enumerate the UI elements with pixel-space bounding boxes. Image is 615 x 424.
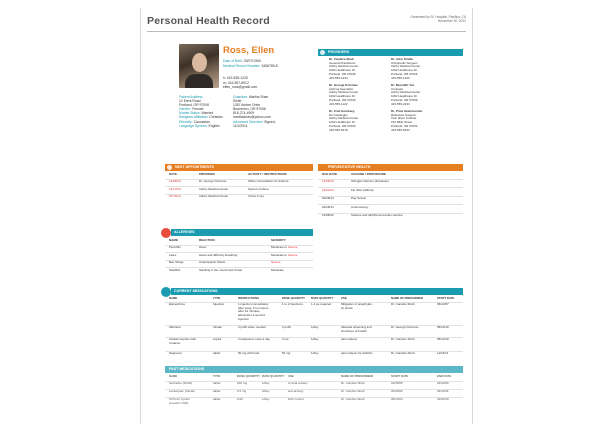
med-column-header: TYPE xyxy=(213,296,221,300)
provider-detail: Portland, OR 97006 xyxy=(329,123,356,128)
provider-detail: Twin River Institute xyxy=(391,116,417,121)
past-med-end: 01/02/06 xyxy=(437,381,449,385)
appointments-title: NEXT APPOINTMENTS xyxy=(175,165,215,169)
prev-col-item: VACCINE / PROCEDURE xyxy=(351,172,386,176)
home-phone: h: 415-555-1220 xyxy=(223,76,248,80)
prev-item: Pap Smear xyxy=(351,196,367,200)
prev-item: Tetanus and diphtheria toxoids vaccine xyxy=(351,213,403,217)
past-med-start: 05/12/04 xyxy=(391,397,403,401)
med-start: 05/12/10 xyxy=(437,337,449,341)
severity-level: Severe xyxy=(271,260,281,264)
appointments-header xyxy=(165,164,313,171)
past-med-column-header: NAME xyxy=(169,374,178,378)
guardian-relation: Sister xyxy=(233,99,242,104)
provider-detail: Portland, OR 97006 xyxy=(391,97,418,102)
provider-detail: Orthopedic Surgeon xyxy=(391,60,418,65)
provider-detail: 1002 Healthcare Dr. xyxy=(329,120,356,125)
instruction-line: after sting; If no improv. xyxy=(238,305,270,310)
med-prescriber: Dr. Candice Shah xyxy=(391,337,415,341)
med-name xyxy=(169,338,196,345)
past-med-type: tablet xyxy=(213,381,221,385)
provider-name: Dr. George Potomac xyxy=(329,83,358,87)
provider-detail: Reflective Surgeon xyxy=(391,112,417,117)
directive-date: 11/2/2011 xyxy=(233,123,248,128)
appt-provider: Dr. George Potomac xyxy=(199,179,227,183)
appt-col-activity: ACTIVITY / INSTRUCTIONS xyxy=(248,172,287,176)
dob-label: Date of Birth: xyxy=(223,59,243,63)
med-use xyxy=(341,326,372,333)
past-med-start: 02/05/06 xyxy=(391,389,403,393)
dob-value: 03/07/1960 xyxy=(243,59,261,63)
appt-col-date: DATE xyxy=(169,172,177,176)
past-meds-title: PAST MEDICATIONS xyxy=(169,367,205,371)
provider-detail: General Practitioner xyxy=(329,60,356,65)
allergy-severity xyxy=(271,261,281,264)
provider-detail: Portland, OR 97006 xyxy=(329,71,356,76)
generated-date: November 30, 2012 xyxy=(438,19,466,24)
past-med-name-line: Lorazepam (Ativan) xyxy=(169,389,196,393)
prev-item: Shingles Vaccine (Zostavax) xyxy=(351,179,389,183)
page-title: Personal Health Record xyxy=(147,15,270,27)
use-line: pain reliever xyxy=(341,337,358,341)
use-line: shortness of breath xyxy=(341,328,367,333)
med-name xyxy=(169,352,182,356)
past-med-prescriber: Dr. Candice Shah xyxy=(341,381,365,385)
past-med-dose: 1/20 xyxy=(237,397,243,401)
med-name xyxy=(169,303,185,307)
med-column-header: START DATE xyxy=(437,296,455,300)
religious-label: Religious Affiliation: xyxy=(179,115,209,120)
med-rate: 1/day xyxy=(311,351,319,355)
allergy-alert-icon xyxy=(161,228,171,238)
appt-activity: Sputum Culture xyxy=(248,186,269,191)
prev-date: 02/28/14 xyxy=(322,196,334,200)
provider-name: Dr. Meredith Yee xyxy=(391,83,415,87)
guardian-label: Guardian: xyxy=(233,95,248,99)
row-divider xyxy=(318,204,463,205)
provider-card xyxy=(391,58,420,80)
med-start: 11/16/11 xyxy=(437,351,449,355)
row-divider xyxy=(318,179,463,180)
language-label: Language Spoken: xyxy=(179,123,208,128)
med-column-header: USE xyxy=(341,296,347,300)
past-med-use: birth control xyxy=(288,397,304,401)
appt-date: 07/10/13 xyxy=(169,194,181,198)
med-column-header: DOSE QUANTITY xyxy=(282,296,305,300)
instruction-line: 2 teaspoons once a day xyxy=(238,337,270,341)
past-med-column-header: TYPE xyxy=(213,374,221,378)
med-column-header: INSTRUCTIONS xyxy=(238,296,259,300)
generated-by: Generated by St. Hospital, Pacifica, CA xyxy=(410,15,466,19)
med-column-header: NAME xyxy=(169,296,178,300)
mobile-phone: m: 415-567-8912 xyxy=(223,80,249,85)
provider-detail: 1002 Healthcare Dr. xyxy=(329,94,356,99)
past-med-column-header: START DATE xyxy=(391,374,409,378)
past-med-column-header: DOSE QUANTITY xyxy=(237,374,260,378)
provider-card xyxy=(391,84,420,106)
allergy-reaction: Hives xyxy=(199,245,207,249)
med-name-line: Naproxen xyxy=(169,351,183,355)
gender-value: Female xyxy=(192,107,204,112)
allergies-title: ALLERGIES xyxy=(174,230,195,234)
past-med-rate: 1/day xyxy=(262,397,270,401)
instruction-line: after 10 minutes, xyxy=(238,309,261,314)
use-line: pain reliever for arthritis xyxy=(341,351,373,355)
row-divider xyxy=(165,381,463,382)
past-med-start: 01/05/05 xyxy=(391,381,403,385)
health-record-page xyxy=(140,8,473,424)
allergy-name: Penicillin xyxy=(169,245,181,249)
med-type: Injection xyxy=(213,302,225,306)
past-med-type: tablet xyxy=(213,389,221,393)
religious-value: Christian xyxy=(209,115,223,120)
provider-detail: 1002 Healthcare Dr. xyxy=(391,68,418,73)
past-med-use: to treat anxiety xyxy=(288,381,308,385)
med-type: tablet xyxy=(213,351,221,355)
allergy-severity xyxy=(271,269,284,272)
prev-date: 12/30/13 xyxy=(322,187,334,192)
row-divider xyxy=(165,260,313,261)
provider-detail: 210 Billet Street xyxy=(391,120,413,125)
photo-face xyxy=(192,53,207,72)
med-instructions xyxy=(238,326,266,330)
med-dose: 2 tsp xyxy=(282,337,289,341)
provider-detail: Ashby Medical Center xyxy=(391,64,421,69)
med-instructions xyxy=(238,338,270,342)
provider-name: Dr. Fred Gomberg xyxy=(329,109,355,113)
med-prescriber: Dr. George Potomac xyxy=(391,325,419,329)
med-dose: 1 to 2 injections xyxy=(282,302,303,306)
row-divider xyxy=(318,187,463,188)
provider-detail: Portland, OR 97006 xyxy=(391,71,418,76)
med-use xyxy=(341,338,357,342)
allergy-name: Latex xyxy=(169,252,177,257)
allergy-reaction: Anaphylactic Shock xyxy=(199,260,226,264)
guardian-phone: 816-274-4909 xyxy=(233,111,255,116)
patient-email[interactable]: ellen_ross@gmail.com xyxy=(223,85,258,89)
past-med-name xyxy=(169,398,190,405)
past-med-prescriber: Dr. Candice Shah xyxy=(341,389,365,393)
provider-detail: Portland, OR 97006 xyxy=(329,97,356,102)
provider-card xyxy=(329,110,358,132)
patient-contact xyxy=(223,76,257,90)
instruction-line: 2 puffs when needed xyxy=(238,325,266,329)
severity-text: Moderate to xyxy=(271,245,288,249)
use-line: Mitigation of anaphylac- xyxy=(341,302,373,306)
appt-date: 12/13/13 xyxy=(169,186,181,191)
past-med-end: 01/02/10 xyxy=(437,397,449,401)
provider-detail: Portland, OR 97002 xyxy=(391,123,418,128)
med-name xyxy=(169,326,181,330)
med-start: 06/22/07 xyxy=(437,302,449,306)
allergy-reaction: Hives and difficulty breathing xyxy=(199,252,238,257)
allergy-severity xyxy=(271,246,297,249)
patient-ids xyxy=(223,59,278,68)
past-med-type: tablet xyxy=(213,397,221,401)
row-divider xyxy=(165,194,313,195)
language-value: English xyxy=(208,123,220,128)
past-med-dose: 0.5 mg xyxy=(237,389,247,393)
guardian-address2: Beaverton, OR 97006 xyxy=(233,107,266,112)
appt-col-provider: PROVIDER xyxy=(199,172,215,176)
provider-detail: Ashby Medical Center xyxy=(329,64,359,69)
ethnicity-label: Ethnicity: xyxy=(179,119,193,124)
provider-detail: 415-555-5678 xyxy=(329,127,348,132)
med-prescriber: Dr. Candice Shah xyxy=(391,351,415,355)
row-divider xyxy=(165,186,313,187)
row-divider xyxy=(318,196,463,197)
current-meds-title: CURRENT MEDICATIONS xyxy=(174,289,218,293)
provider-detail: 415-555-1234 xyxy=(329,75,348,80)
provider-name: Dr. Candice Shah xyxy=(329,57,354,61)
provider-name: Dr. John Kindle xyxy=(391,57,414,61)
provider-detail: 1002 Healthcare Dr. xyxy=(391,94,418,99)
severity-level: Severe xyxy=(287,245,298,249)
past-med-name xyxy=(169,390,195,394)
past-meds-header xyxy=(165,366,463,373)
title-divider xyxy=(147,31,466,32)
med-column-header: NAME OF PRESCRIBER xyxy=(391,296,424,300)
generated-info xyxy=(410,15,466,24)
appt-activity: Chest X-ray xyxy=(248,194,264,198)
allergy-name: Bee Stings xyxy=(169,260,184,264)
appt-provider: Ashby Medical Center xyxy=(199,186,229,191)
med-dose: 2 puffs xyxy=(282,325,291,329)
directive-label: Advanced Directive: xyxy=(233,119,264,124)
past-med-use: anti-anxiety xyxy=(288,389,304,393)
past-med-column-header: RATE QUANTITY xyxy=(262,374,285,378)
appt-date: 12/08/13 xyxy=(169,179,181,183)
past-med-end: 03/11/06 xyxy=(437,389,449,393)
instruction-line: administer a second xyxy=(238,313,265,318)
provider-card xyxy=(329,84,358,106)
prev-item: Flu Shot (Afluria) xyxy=(351,187,374,192)
instruction-line: 1 injection immediately xyxy=(238,302,269,306)
instruction-line: injection xyxy=(238,316,250,321)
guardian-value: Martha Shan xyxy=(248,95,269,99)
provider-detail: 415-555-1122 xyxy=(329,101,348,106)
prev-date: 12/08/16 xyxy=(322,213,334,217)
past-med-rate: 1/day xyxy=(262,381,270,385)
prev-date: 02/28/14 xyxy=(322,204,334,209)
past-med-name xyxy=(169,382,192,386)
marital-value: Married xyxy=(201,111,214,116)
med-use xyxy=(341,352,372,356)
med-name-line: Epinephrine xyxy=(169,302,186,306)
med-instructions xyxy=(238,303,269,322)
provider-detail: 415-555-6543 xyxy=(391,127,410,132)
row-divider xyxy=(165,397,463,398)
med-name-line: Albuterol xyxy=(169,325,181,329)
med-prescriber: Dr. Candice Shah xyxy=(391,302,415,306)
provider-detail: Ashby Medical Center xyxy=(329,116,359,121)
use-line: tic shock xyxy=(341,305,353,310)
allergy-severity xyxy=(271,254,297,257)
severity-level: Severe xyxy=(287,252,298,257)
stethoscope-icon xyxy=(320,50,325,55)
allergy-name: Shellfish xyxy=(169,267,181,272)
provider-detail: Urologist xyxy=(391,86,403,91)
provider-detail: Dermatologist xyxy=(329,112,348,117)
severity-text: Moderate to xyxy=(271,252,288,257)
past-med-column-header: END DATE xyxy=(437,374,452,378)
guardian-address1: 1357 Amber Drive xyxy=(233,103,261,108)
mrn-label: Medical Record Number: xyxy=(223,63,261,68)
appt-activity: Office Consultation for Asthma xyxy=(248,179,289,183)
provider-detail: Ashby Medical Center xyxy=(329,90,359,95)
patient-demographics xyxy=(179,95,223,128)
med-instructions xyxy=(238,352,259,356)
directive-value: Signed, xyxy=(264,119,276,124)
appt-provider: Ashby Medical Center xyxy=(199,194,229,198)
address-line1: 12 Elent Road xyxy=(179,99,201,104)
past-med-prescriber: Dr. Candice Shah xyxy=(341,397,365,401)
provider-detail: Ashby Medical Center xyxy=(391,90,421,95)
mrn-value: 3456789-8 xyxy=(261,63,278,68)
provider-card xyxy=(329,58,358,80)
med-use xyxy=(341,303,373,310)
med-rate: 1/day xyxy=(311,337,319,341)
preventative-title: PREVENTATIVE HEALTH xyxy=(328,165,371,169)
calendar-icon xyxy=(167,165,172,170)
row-divider xyxy=(165,179,313,180)
prev-item: Colonoscopy xyxy=(351,204,369,209)
provider-detail: 415-555-1222 xyxy=(391,75,410,80)
past-med-name-line: (Loestrin 1/20) xyxy=(169,400,189,405)
prev-col-date: DUE DATE xyxy=(322,172,338,176)
allergy-reaction: Swelling in the mouth and throat xyxy=(199,267,242,272)
preventative-header xyxy=(318,164,463,171)
provider-detail: 415-555-2233 xyxy=(391,101,410,106)
med-rate: 1/day xyxy=(311,325,319,329)
severity-text: Moderate xyxy=(271,267,284,272)
allergies-header xyxy=(171,229,313,236)
patient-name: Ross, Ellen xyxy=(223,45,275,56)
providers-header xyxy=(318,49,463,56)
med-name-line: Acetaminophen with xyxy=(169,337,197,341)
use-line: Alleviate wheezing and xyxy=(341,325,372,329)
provider-name: Dr. Prisa Setermunnin xyxy=(391,109,423,113)
allergy-col-severity: SEVERITY xyxy=(271,238,286,242)
provider-detail: 1002 Healthcare Dr. xyxy=(329,68,356,73)
med-rate: 1-2 as required xyxy=(311,302,332,306)
guardian-info xyxy=(233,95,276,128)
patient-photo xyxy=(179,44,219,88)
marital-label: Marital Status: xyxy=(179,111,201,116)
med-type: Inhaler xyxy=(213,325,223,329)
past-med-name-line: Ortho-tri Cyclen xyxy=(169,397,191,401)
med-type: Liquid xyxy=(213,337,222,341)
providers-title: PROVIDERS xyxy=(328,50,350,54)
photo-shirt xyxy=(185,74,213,88)
past-med-name-line: Sertraline (Zoloft) xyxy=(169,381,193,385)
address-line2: Portland, OR 97006 xyxy=(179,103,209,108)
allergy-col-name: NAME xyxy=(169,238,178,242)
med-column-header: RATE QUANTITY xyxy=(311,296,334,300)
gender-label: Gender: xyxy=(179,107,192,112)
instruction-line: 50 mg with food xyxy=(238,351,260,355)
current-meds-header xyxy=(171,288,463,295)
provider-card xyxy=(391,110,422,132)
prev-date: 12/08/13 xyxy=(322,179,334,183)
med-start: 05/12/10 xyxy=(437,325,449,329)
past-med-column-header: USE xyxy=(288,374,294,378)
provider-detail: Asthma Specialist xyxy=(329,86,353,91)
row-divider xyxy=(165,389,463,390)
med-name-line: Codeine xyxy=(169,340,181,345)
past-med-rate: 2/day xyxy=(262,389,270,393)
ethnicity-value: Caucasian xyxy=(193,119,210,124)
past-med-column-header: NAME OF PRESCRIBER xyxy=(341,374,374,378)
allergy-col-reaction: REACTION xyxy=(199,238,215,242)
med-dose: 50 mg xyxy=(282,351,291,355)
guardian-email[interactable]: marthashan@yahoo.com xyxy=(233,115,271,120)
address-label: Patient Address xyxy=(179,95,203,99)
past-med-dose: 100 mg xyxy=(237,381,248,385)
